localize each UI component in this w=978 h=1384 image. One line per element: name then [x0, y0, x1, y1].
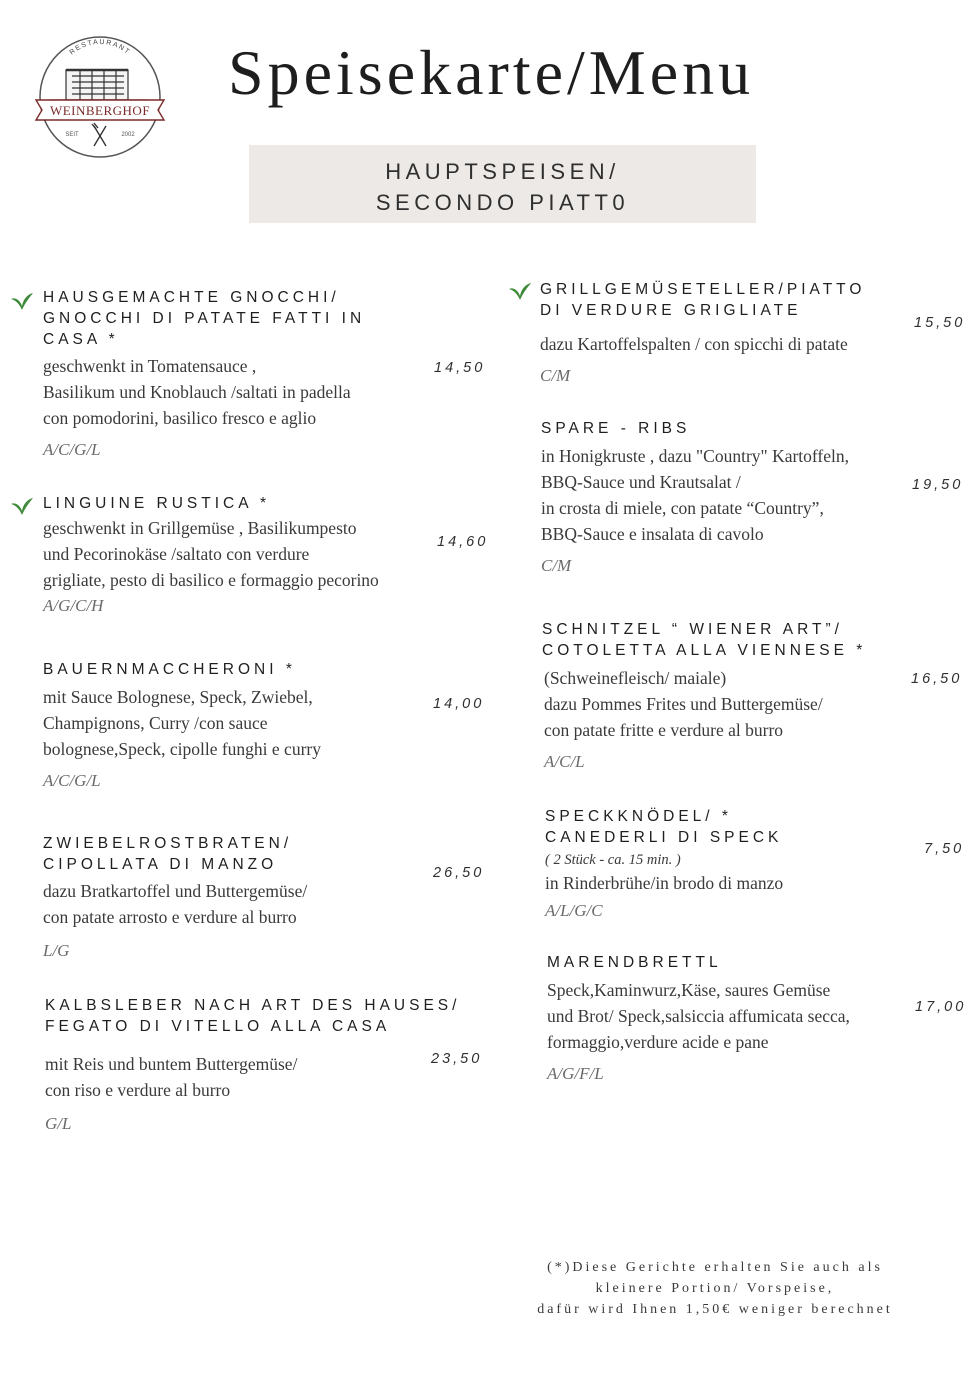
item-desc-line: Basilikum und Knoblauch /saltati in padella [43, 382, 351, 402]
page-title: Speisekarte/Menu [228, 37, 755, 108]
item-desc-line: dazu Pommes Frites und Buttergemüse/ [544, 694, 823, 714]
item-name-line: HAUSGEMACHTE GNOCCHI/ [43, 289, 340, 306]
section-header [249, 145, 756, 223]
item-desc-line: mit Sauce Bolognese, Speck, Zwiebel, [43, 687, 313, 707]
menu-item-grillgemueseteller [540, 279, 865, 387]
menu-item-gnocchi [43, 287, 365, 461]
item-price: 17,00 [915, 999, 967, 1015]
item-name-line: LINGUINE RUSTICA * [43, 495, 271, 512]
item-desc-line: Speck,Kaminwurz,Käse, saures Gemüse [547, 980, 831, 1000]
footnote-line: dafür wird Ihnen 1,50€ weniger berechnet [537, 1302, 893, 1317]
item-name-line: SPARE - RIBS [541, 420, 691, 437]
item-price: 26,50 [433, 865, 485, 881]
footnote [492, 1257, 938, 1320]
menu-item-zwiebelrostbraten [43, 833, 307, 962]
leaf-icon [10, 291, 34, 311]
item-name-line: GNOCCHI DI PATATE FATTI IN [43, 310, 366, 327]
item-desc-line: und Brot/ Speck,salsiccia affumicata secca, [547, 1006, 850, 1026]
item-desc-line: geschwenkt in Grillgemüse , Basilikumpesto [43, 518, 357, 538]
item-name-line: BAUERNMACCHERONI * [43, 661, 296, 678]
item-name-line: CANEDERLI DI SPECK [545, 829, 783, 846]
item-allergens: A/C/G/L [43, 440, 101, 459]
item-price: 16,50 [911, 671, 963, 687]
fork-knife-icon [92, 123, 106, 146]
item-price: 19,50 [912, 477, 964, 493]
item-allergens: A/C/L [544, 752, 585, 771]
menu-item-linguine [43, 493, 379, 617]
item-desc-line: in crosta di miele, con patate “Country”, [541, 498, 824, 518]
leaf-icon [10, 496, 34, 516]
item-desc-line: dazu Kartoffelspalten / con spicchi di patate [540, 334, 848, 354]
item-desc-line: bolognese,Speck, cipolle funghi e curry [43, 739, 321, 759]
item-price: 7,50 [924, 841, 965, 857]
item-name-line: SPECKKNÖDEL/ * [545, 808, 732, 825]
item-allergens: L/G [43, 941, 70, 960]
item-allergens: A/G/F/L [547, 1064, 604, 1083]
menu-item-kalbsleber [45, 995, 460, 1135]
item-name-line: GRILLGEMÜSETELLER/PIATTO [540, 281, 866, 298]
item-desc-line: con patate arrosto e verdure al burro [43, 907, 297, 927]
menu-item-marendbrettl [547, 952, 850, 1085]
item-desc-line: con riso e verdure al burro [45, 1080, 231, 1100]
item-desc-line: BBQ-Sauce e insalata di cavolo [541, 524, 764, 544]
item-price: 14,00 [433, 696, 485, 712]
restaurant-logo [28, 34, 172, 162]
item-allergens: A/G/C/H [43, 596, 104, 615]
item-desc-line: in Honigkruste , dazu "Country" Kartoffeln, [541, 446, 850, 466]
item-desc-line: mit Reis und buntem Buttergemüse/ [45, 1054, 298, 1074]
logo-right-text: 2002 [121, 132, 135, 138]
section-title-line2: SECONDO PIATT0 [375, 190, 630, 215]
item-name-line: KALBSLEBER NACH ART DES HAUSES/ [45, 997, 461, 1014]
item-desc-line: Champignons, Curry /con sauce [43, 713, 268, 733]
item-price: 14,50 [434, 360, 486, 376]
item-price: 14,60 [437, 534, 489, 550]
item-desc-line: und Pecorinokäse /saltato con verdure [43, 544, 310, 564]
item-price: 23,50 [431, 1051, 483, 1067]
item-name-line: FEGATO DI VITELLO ALLA CASA [45, 1018, 391, 1035]
item-name-line: MARENDBRETTL [547, 954, 722, 971]
item-allergens: C/M [541, 556, 572, 575]
item-desc-line: in Rinderbrühe/in brodo di manzo [545, 873, 784, 893]
item-desc-line: formaggio,verdure acide e pane [547, 1032, 769, 1052]
item-desc-line: geschwenkt in Tomatensauce , [43, 356, 257, 376]
leaf-icon [508, 281, 532, 301]
item-name-line: DI VERDURE GRIGLIATE [540, 302, 802, 319]
logo-name: WEINBERGHOF [49, 103, 151, 118]
menu-item-bauernmaccheroni [43, 659, 321, 792]
item-desc-line: con pomodorini, basilico fresco e aglio [43, 408, 317, 428]
building-illustration [50, 70, 148, 100]
item-allergens: G/L [45, 1114, 72, 1133]
footnote-line: (*)Diese Gerichte erhalten Sie auch als [547, 1260, 883, 1275]
item-desc-line: grigliate, pesto di basilico e formaggio pecorino [43, 570, 379, 590]
logo-top-text: RESTAURANT [68, 38, 132, 57]
item-allergens: A/C/G/L [43, 771, 101, 790]
item-allergens: A/L/G/C [545, 901, 603, 920]
item-name-line: CIPOLLATA DI MANZO [43, 856, 278, 873]
item-portion-note: ( 2 Stück - ca. 15 min. ) [545, 852, 681, 868]
item-name-line: SCHNITZEL “ WIENER ART”/ [542, 621, 843, 638]
section-title-line1: HAUPTSPEISEN/ [385, 159, 620, 184]
menu-item-speckknoedel [545, 806, 783, 922]
item-name-line: ZWIEBELROSTBRATEN/ [43, 835, 293, 852]
logo-emblem [28, 34, 172, 162]
logo-left-text: SEIT [65, 132, 79, 138]
item-desc-line: BBQ-Sauce und Krautsalat / [541, 472, 741, 492]
menu-item-spare-ribs [541, 418, 849, 577]
item-name-line: CASA * [43, 331, 119, 348]
item-desc-line: (Schweinefleisch/ maiale) [544, 668, 727, 688]
item-desc-line: con patate fritte e verdure al burro [544, 720, 784, 740]
menu-item-schnitzel [542, 619, 866, 773]
item-name-line: COTOLETTA ALLA VIENNESE * [542, 642, 867, 659]
footnote-line: kleinere Portion/ Vorspeise, [595, 1281, 835, 1296]
item-price: 15,50 [914, 315, 966, 331]
item-desc-line: dazu Bratkartoffel und Buttergemüse/ [43, 881, 308, 901]
item-allergens: C/M [540, 366, 571, 385]
